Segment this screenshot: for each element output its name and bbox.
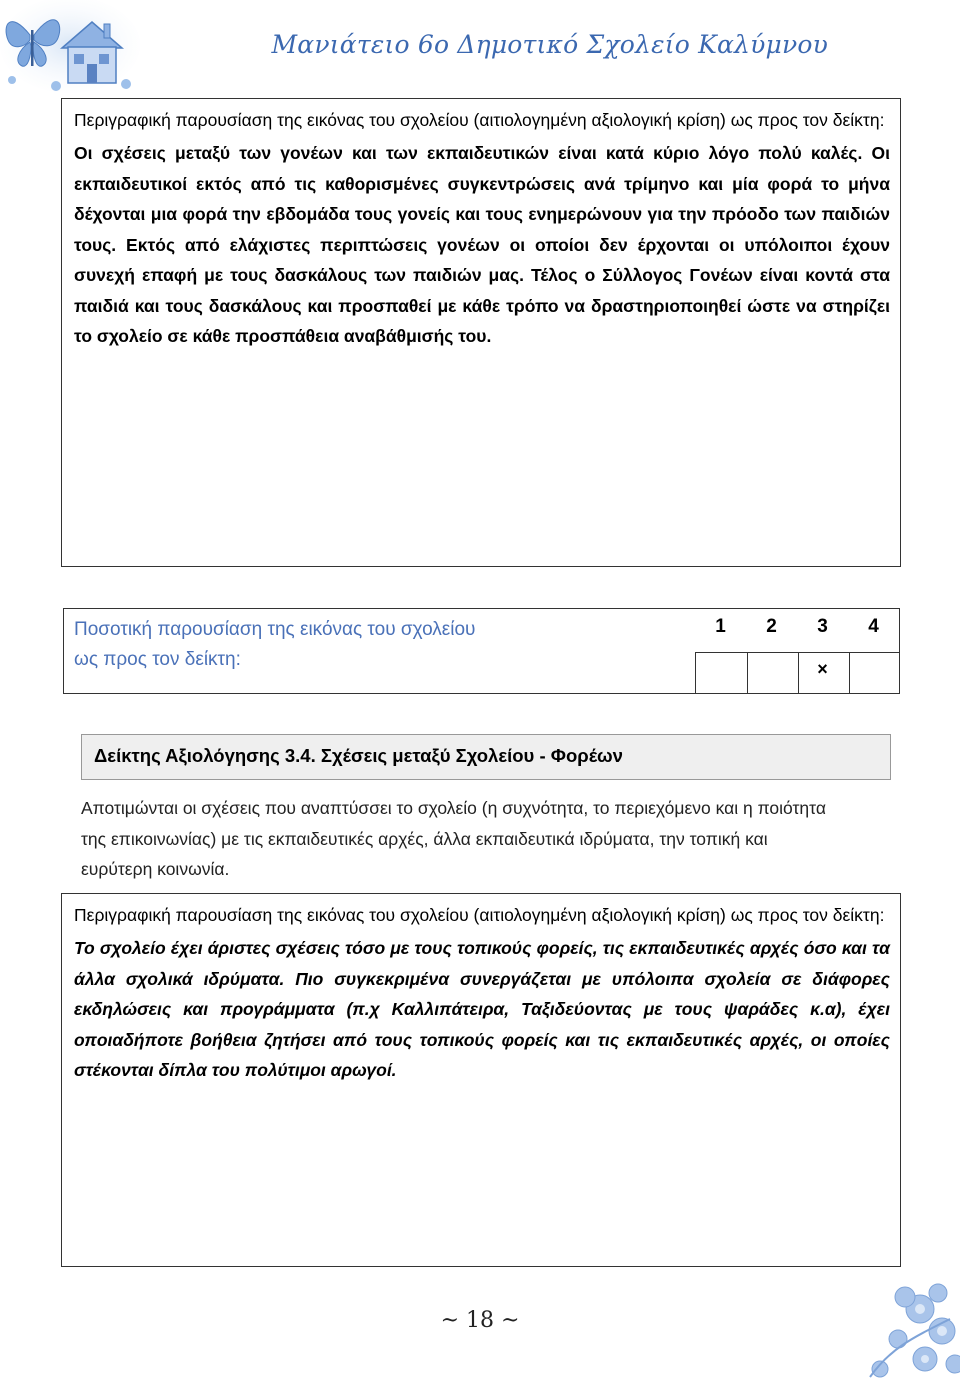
rating-label-2: 2: [766, 616, 777, 637]
description-body: Οι σχέσεις μεταξύ των γονέων και των εκπαιδευτικών είναι κατά κύριο λόγο πολύ καλές. Οι εκπαιδευτικοί εκτός από τις καθορισμένες συγκεντρώσεις ανά τρίμηνο και μία φορά το μήνα δέχονται μια φορά την εβδομάδα τους γονείς και τους ενημερώνουν για την πρόοδο των παιδιών τους. Εκτός από ελάχιστες περιπτώσεις γονέων οι οποίοι δεν έρχονται οι υπόλοιποι έχουν συνεχή επαφή με τους δασκάλους των παιδιών μας. Τέλος ο Σύλλογος Γονέων είναι κοντά στα παιδιά και τους δασκάλους και προσπαθεί με κάθε τρόπο να δραστηριοποιηθεί ώστε να στηρίζει το σχολείο σε κάθε προσπάθεια αναβάθμισής του.: [74, 143, 890, 346]
rating-label-1: 1: [715, 616, 726, 637]
rating-cell-border: [695, 652, 696, 694]
indicator-title: Δείκτης Αξιολόγησης 3.4. Σχέσεις μεταξύ Σχολείου - Φορέων: [94, 745, 623, 766]
quantitative-label-line1: Ποσοτική παρουσίαση της εικόνας του σχολείου: [74, 619, 476, 640]
description-box-parents: [61, 98, 901, 567]
indicator-description: Αποτιμώνται οι σχέσεις που αναπτύσσει το σχολείο (η συχνότητα, το περιεχόμενο και η ποιότητα της επικοινωνίας) με τις εκπαιδευτικές αρχές, άλλα εκπαιδευτικά ιδρύματα, την τοπική και ευρύτερη κοινωνία.: [81, 798, 826, 879]
rating-label-3: 3: [817, 616, 828, 637]
rating-label-4: 4: [868, 616, 879, 637]
description-heading: Περιγραφική παρουσίαση της εικόνας του σχολείου (αιτιολογημένη αξιολογική κρίση) ως προς τον δείκτη:: [74, 110, 885, 130]
rating-cell-border: [747, 652, 748, 694]
rating-cell-border: [849, 652, 850, 694]
indicator-title-bar: [81, 734, 891, 780]
page-header-title: Μανιάτειο 6ο Δημοτικό Σχολείο Καλύμνου: [271, 30, 828, 59]
floral-ornament-icon: [810, 1269, 960, 1379]
page-number: ~ 18 ~: [440, 1308, 520, 1333]
quantitative-label-line2: ως προς τον δείκτη:: [74, 649, 241, 670]
quantitative-label: [74, 615, 634, 675]
description-body: Το σχολείο έχει άριστες σχέσεις τόσο με τους τοπικούς φορείς, τις εκπαιδευτικές αρχές όσο και τα άλλα σχολικά ιδρύματα. Πιο συγκεκριμένα συνεργάζεται με υπόλοιπα σχολεία σε διάφορες εκδηλώσεις και προγράμματα (π.χ Καλλιπάτειρα, Ταξιδεύοντας με τους ψαράδες κ.α), έχει οποιαδήποτε βοήθεια ζητήσει από τους τοπικούς φορείς και τις εκπαιδευτικές αρχές, οι οποίες στέκονται δίπλα του πολύτιμοι αρωγοί.: [74, 938, 890, 1080]
rating-grid: [695, 608, 900, 694]
description-heading: Περιγραφική παρουσίαση της εικόνας του σχολείου (αιτιολογημένη αξιολογική κρίση) ως προς τον δείκτη:: [74, 905, 885, 925]
rating-selected-mark: ×: [817, 659, 828, 679]
quantitative-table: [63, 608, 900, 694]
description-box-agencies: [61, 893, 901, 1267]
